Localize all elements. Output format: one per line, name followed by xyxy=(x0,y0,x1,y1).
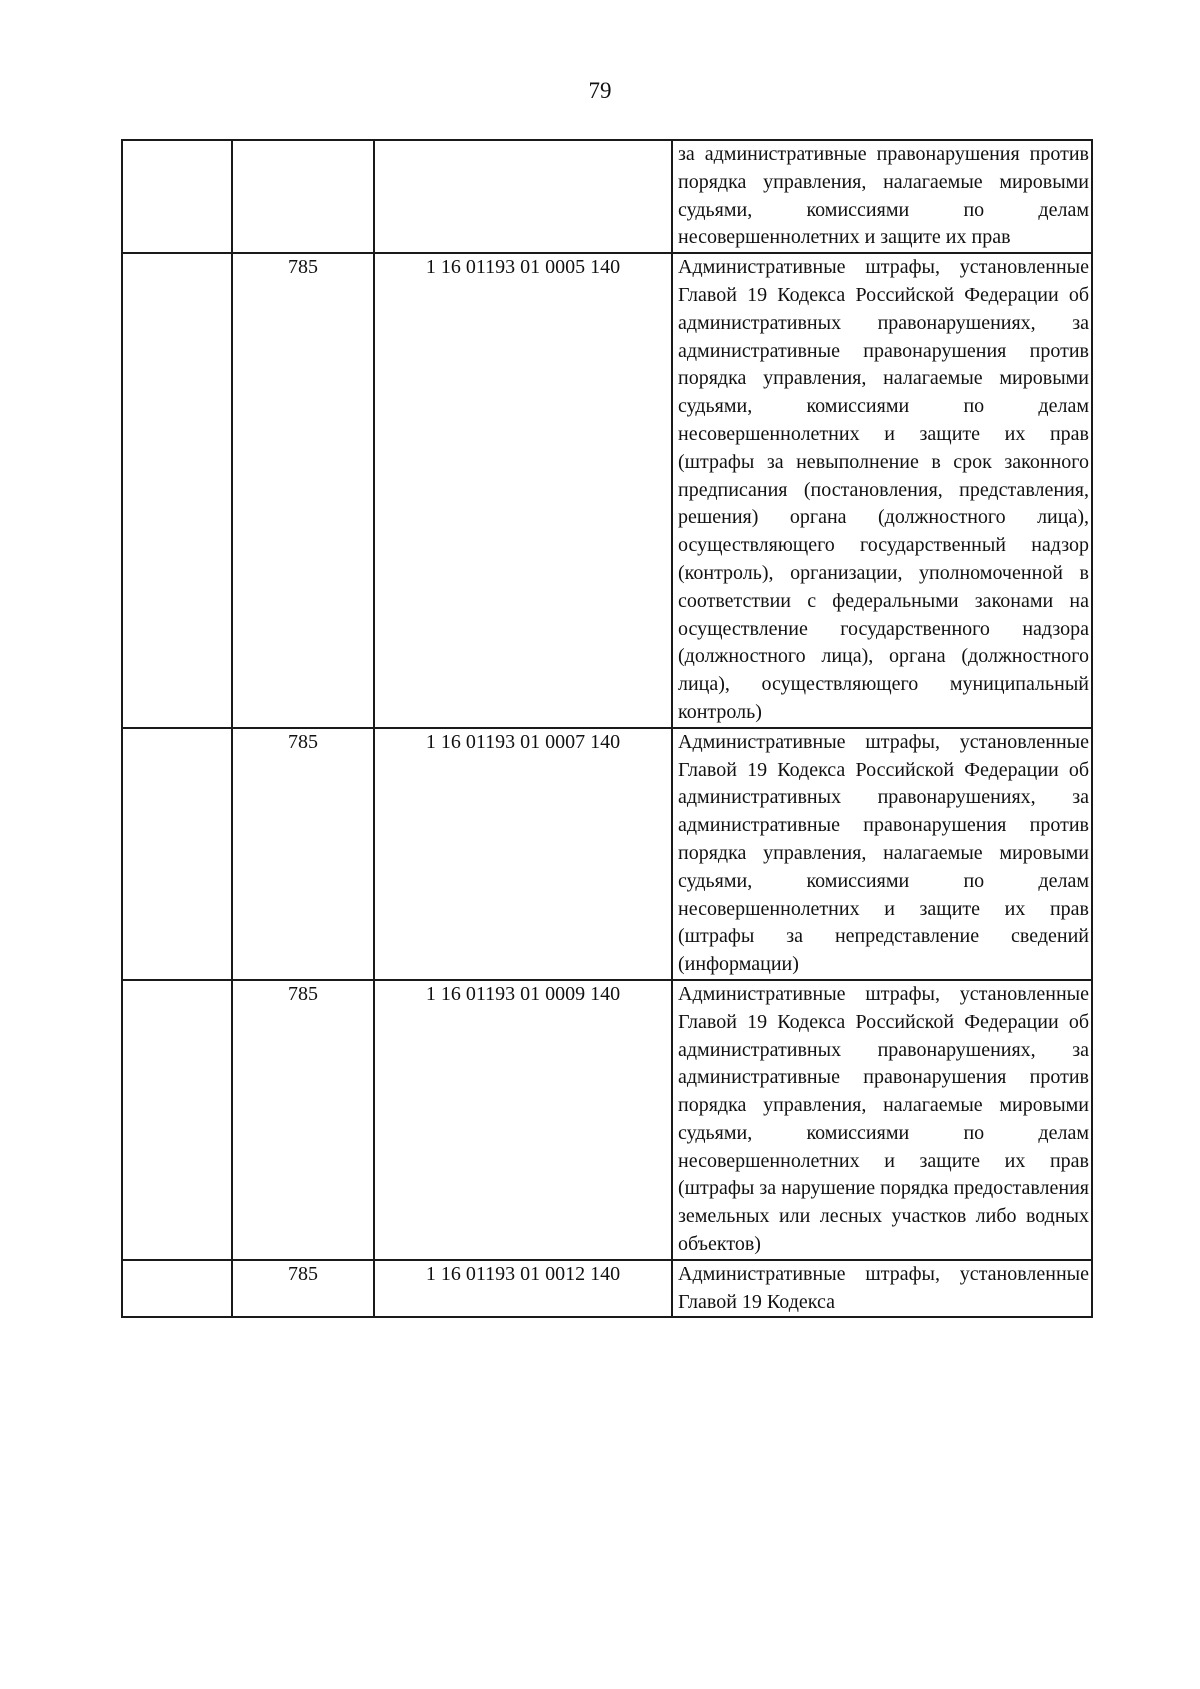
description-cell xyxy=(672,140,1092,253)
description-text: Административные штрафы, установленные Главой 19 Кодекса Российской Федерации об административных правонарушениях, за административные правонарушения против порядка управления, налагаемые мировыми судьями, комиссиями по делам несовершеннолетних и защите их прав (штрафы за непредставление сведений (информации) xyxy=(678,730,1089,976)
empty-cell xyxy=(122,980,232,1260)
description-cell xyxy=(672,980,1092,1260)
table-row xyxy=(122,1260,1092,1318)
description-text: Административные штрафы, установленные Главой 19 Кодекса xyxy=(678,1262,1089,1313)
table-row xyxy=(122,140,1092,253)
admin-code-cell: 785 xyxy=(232,1260,374,1318)
description-text: Административные штрафы, установленные Главой 19 Кодекса Российской Федерации об административных правонарушениях, за административные правонарушения против порядка управления, налагаемые мировыми судьями, комиссиями по делам несовершеннолетних и защите их прав (штрафы за нарушение порядка предоставления земельных или лесных участков либо водных объектов) xyxy=(678,982,1089,1256)
description-cell xyxy=(672,253,1092,728)
description-cell xyxy=(672,728,1092,980)
kbk-code-cell: 1 16 01193 01 0012 140 xyxy=(374,1260,672,1318)
table-row xyxy=(122,253,1092,728)
table-row xyxy=(122,980,1092,1260)
description-cell xyxy=(672,1260,1092,1318)
empty-cell xyxy=(122,728,232,980)
empty-cell xyxy=(122,253,232,728)
table-body xyxy=(122,140,1092,1317)
description-text: Административные штрафы, установленные Главой 19 Кодекса Российской Федерации об административных правонарушениях, за административные правонарушения против порядка управления, налагаемые мировыми судьями, комиссиями по делам несовершеннолетних и защите их прав (штрафы за невыполнение в срок законного предписания (постановления, представления, решения) органа (должностного лица), осуществляющего государственный надзор (контроль), организации, уполномоченной в соответствии с федеральными законами на осуществление государственного надзора (должностного лица), органа (должностного лица), осуществляющего муниципальный контроль) xyxy=(678,256,1089,723)
budget-codes-table xyxy=(121,139,1093,1318)
admin-code-cell: 785 xyxy=(232,728,374,980)
empty-cell xyxy=(122,140,232,253)
kbk-code-cell: 1 16 01193 01 0009 140 xyxy=(374,980,672,1260)
admin-code-cell: 785 xyxy=(232,980,374,1260)
admin-code-cell: 785 xyxy=(232,253,374,728)
kbk-code-cell: 1 16 01193 01 0007 140 xyxy=(374,728,672,980)
admin-code-cell xyxy=(232,140,374,253)
description-text: за административные правонарушения против порядка управления, налагаемые мировыми судьями, комиссиями по делам несовершеннолетних и защите их прав xyxy=(678,143,1089,249)
table-row xyxy=(122,728,1092,980)
empty-cell xyxy=(122,1260,232,1318)
kbk-code-cell xyxy=(374,140,672,253)
page-number: 79 xyxy=(588,78,612,103)
kbk-code-cell: 1 16 01193 01 0005 140 xyxy=(374,253,672,728)
